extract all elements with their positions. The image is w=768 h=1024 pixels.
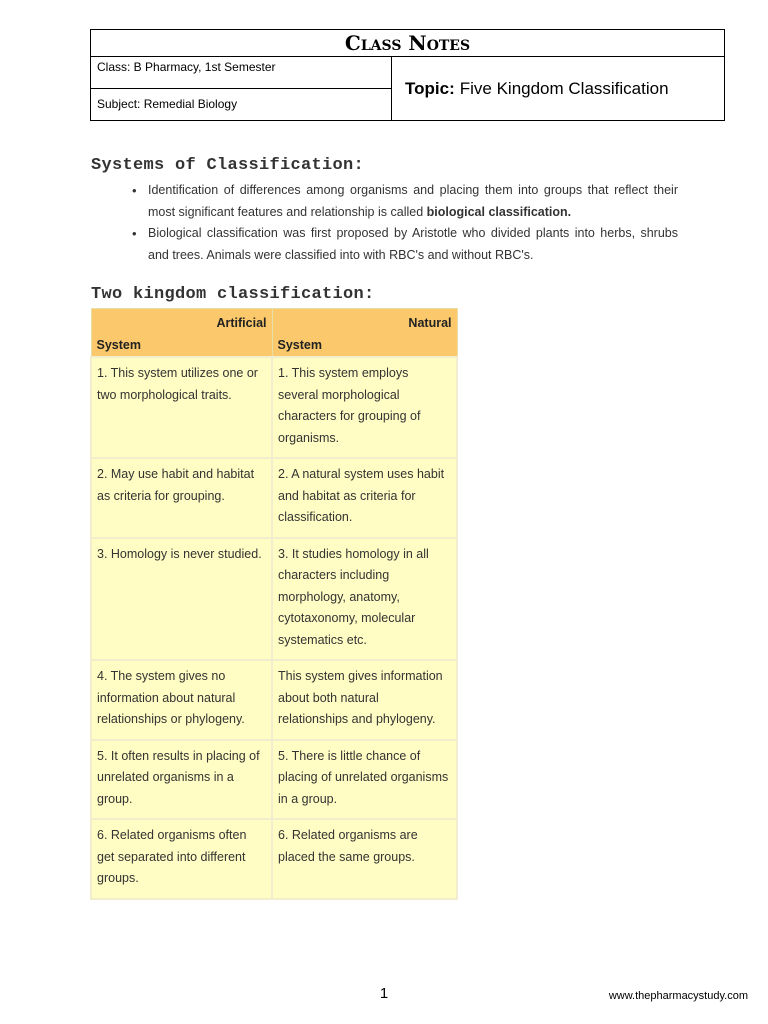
- table-cell: 4. The system gives no information about natural relationships or phylogeny.: [91, 660, 272, 740]
- topic-value: Five Kingdom Classification: [459, 79, 669, 98]
- subject-field: Subject: Remedial Biology: [97, 97, 238, 111]
- bullet-text: Biological classification was first proposed by Aristotle who divided plants into herbs, shrubs and trees. Animals were classified into with RBC's and without RBC's.: [148, 226, 678, 262]
- header-box: [90, 29, 725, 121]
- column-header-artificial: Artificial System: [91, 309, 272, 358]
- website-url: www.thepharmacystudy.com: [608, 990, 748, 1002]
- table-cell: 5. There is little chance of placing of unrelated organisms in a group.: [272, 740, 457, 820]
- class-field: Class: B Pharmacy, 1st Semester: [91, 57, 391, 89]
- table-row: [91, 819, 457, 899]
- table-cell: 3. Homology is never studied.: [91, 538, 272, 661]
- topic-label: Topic:: [405, 79, 455, 98]
- table-cell: 1. This system employs several morphological characters for grouping of organisms.: [272, 357, 457, 458]
- table-cell: 5. It often results in placing of unrelated organisms in a group.: [91, 740, 272, 820]
- column-header-natural: Natural System: [272, 309, 457, 358]
- table-cell: 6. Related organisms are placed the same groups.: [272, 819, 457, 899]
- table-row: [91, 538, 457, 661]
- bullet-item: [130, 223, 678, 266]
- class-subject-panel: [91, 57, 392, 121]
- page-number: 1: [379, 985, 389, 1002]
- table-row: [91, 357, 457, 458]
- systems-heading: Systems of Classification:: [91, 156, 365, 175]
- systems-bullet-list: [130, 180, 678, 266]
- table-row: [91, 740, 457, 820]
- document-title: Class Notes: [91, 30, 724, 57]
- table-cell: 2. A natural system uses habit and habitat as criteria for classification.: [272, 458, 457, 538]
- topic-field: [392, 57, 724, 121]
- table-cell: This system gives information about both natural relationships and phylogeny.: [272, 660, 457, 740]
- table-row: [91, 458, 457, 538]
- table-cell: 6. Related organisms often get separated into different groups.: [91, 819, 272, 899]
- table-cell: 3. It studies homology in all characters including morphology, anatomy, cytotaxonomy, molecular systematics etc.: [272, 538, 457, 661]
- table-cell: 1. This system utilizes one or two morphological traits.: [91, 357, 272, 458]
- bullet-item: [130, 180, 678, 223]
- bullet-dot-icon: •: [132, 226, 137, 241]
- bullet-dot-icon: •: [132, 183, 137, 198]
- two-kingdom-heading: Two kingdom classification:: [91, 285, 375, 304]
- table-row: [91, 660, 457, 740]
- bullet-bold-term: biological classification.: [426, 204, 572, 219]
- two-kingdom-table: [90, 308, 458, 900]
- table-cell: 2. May use habit and habitat as criteria for grouping.: [91, 458, 272, 538]
- table-header-row: [91, 309, 457, 358]
- bullet-text: Identification of differences among organisms and placing them into groups that reflect their most significant features and relationship is called: [148, 183, 678, 219]
